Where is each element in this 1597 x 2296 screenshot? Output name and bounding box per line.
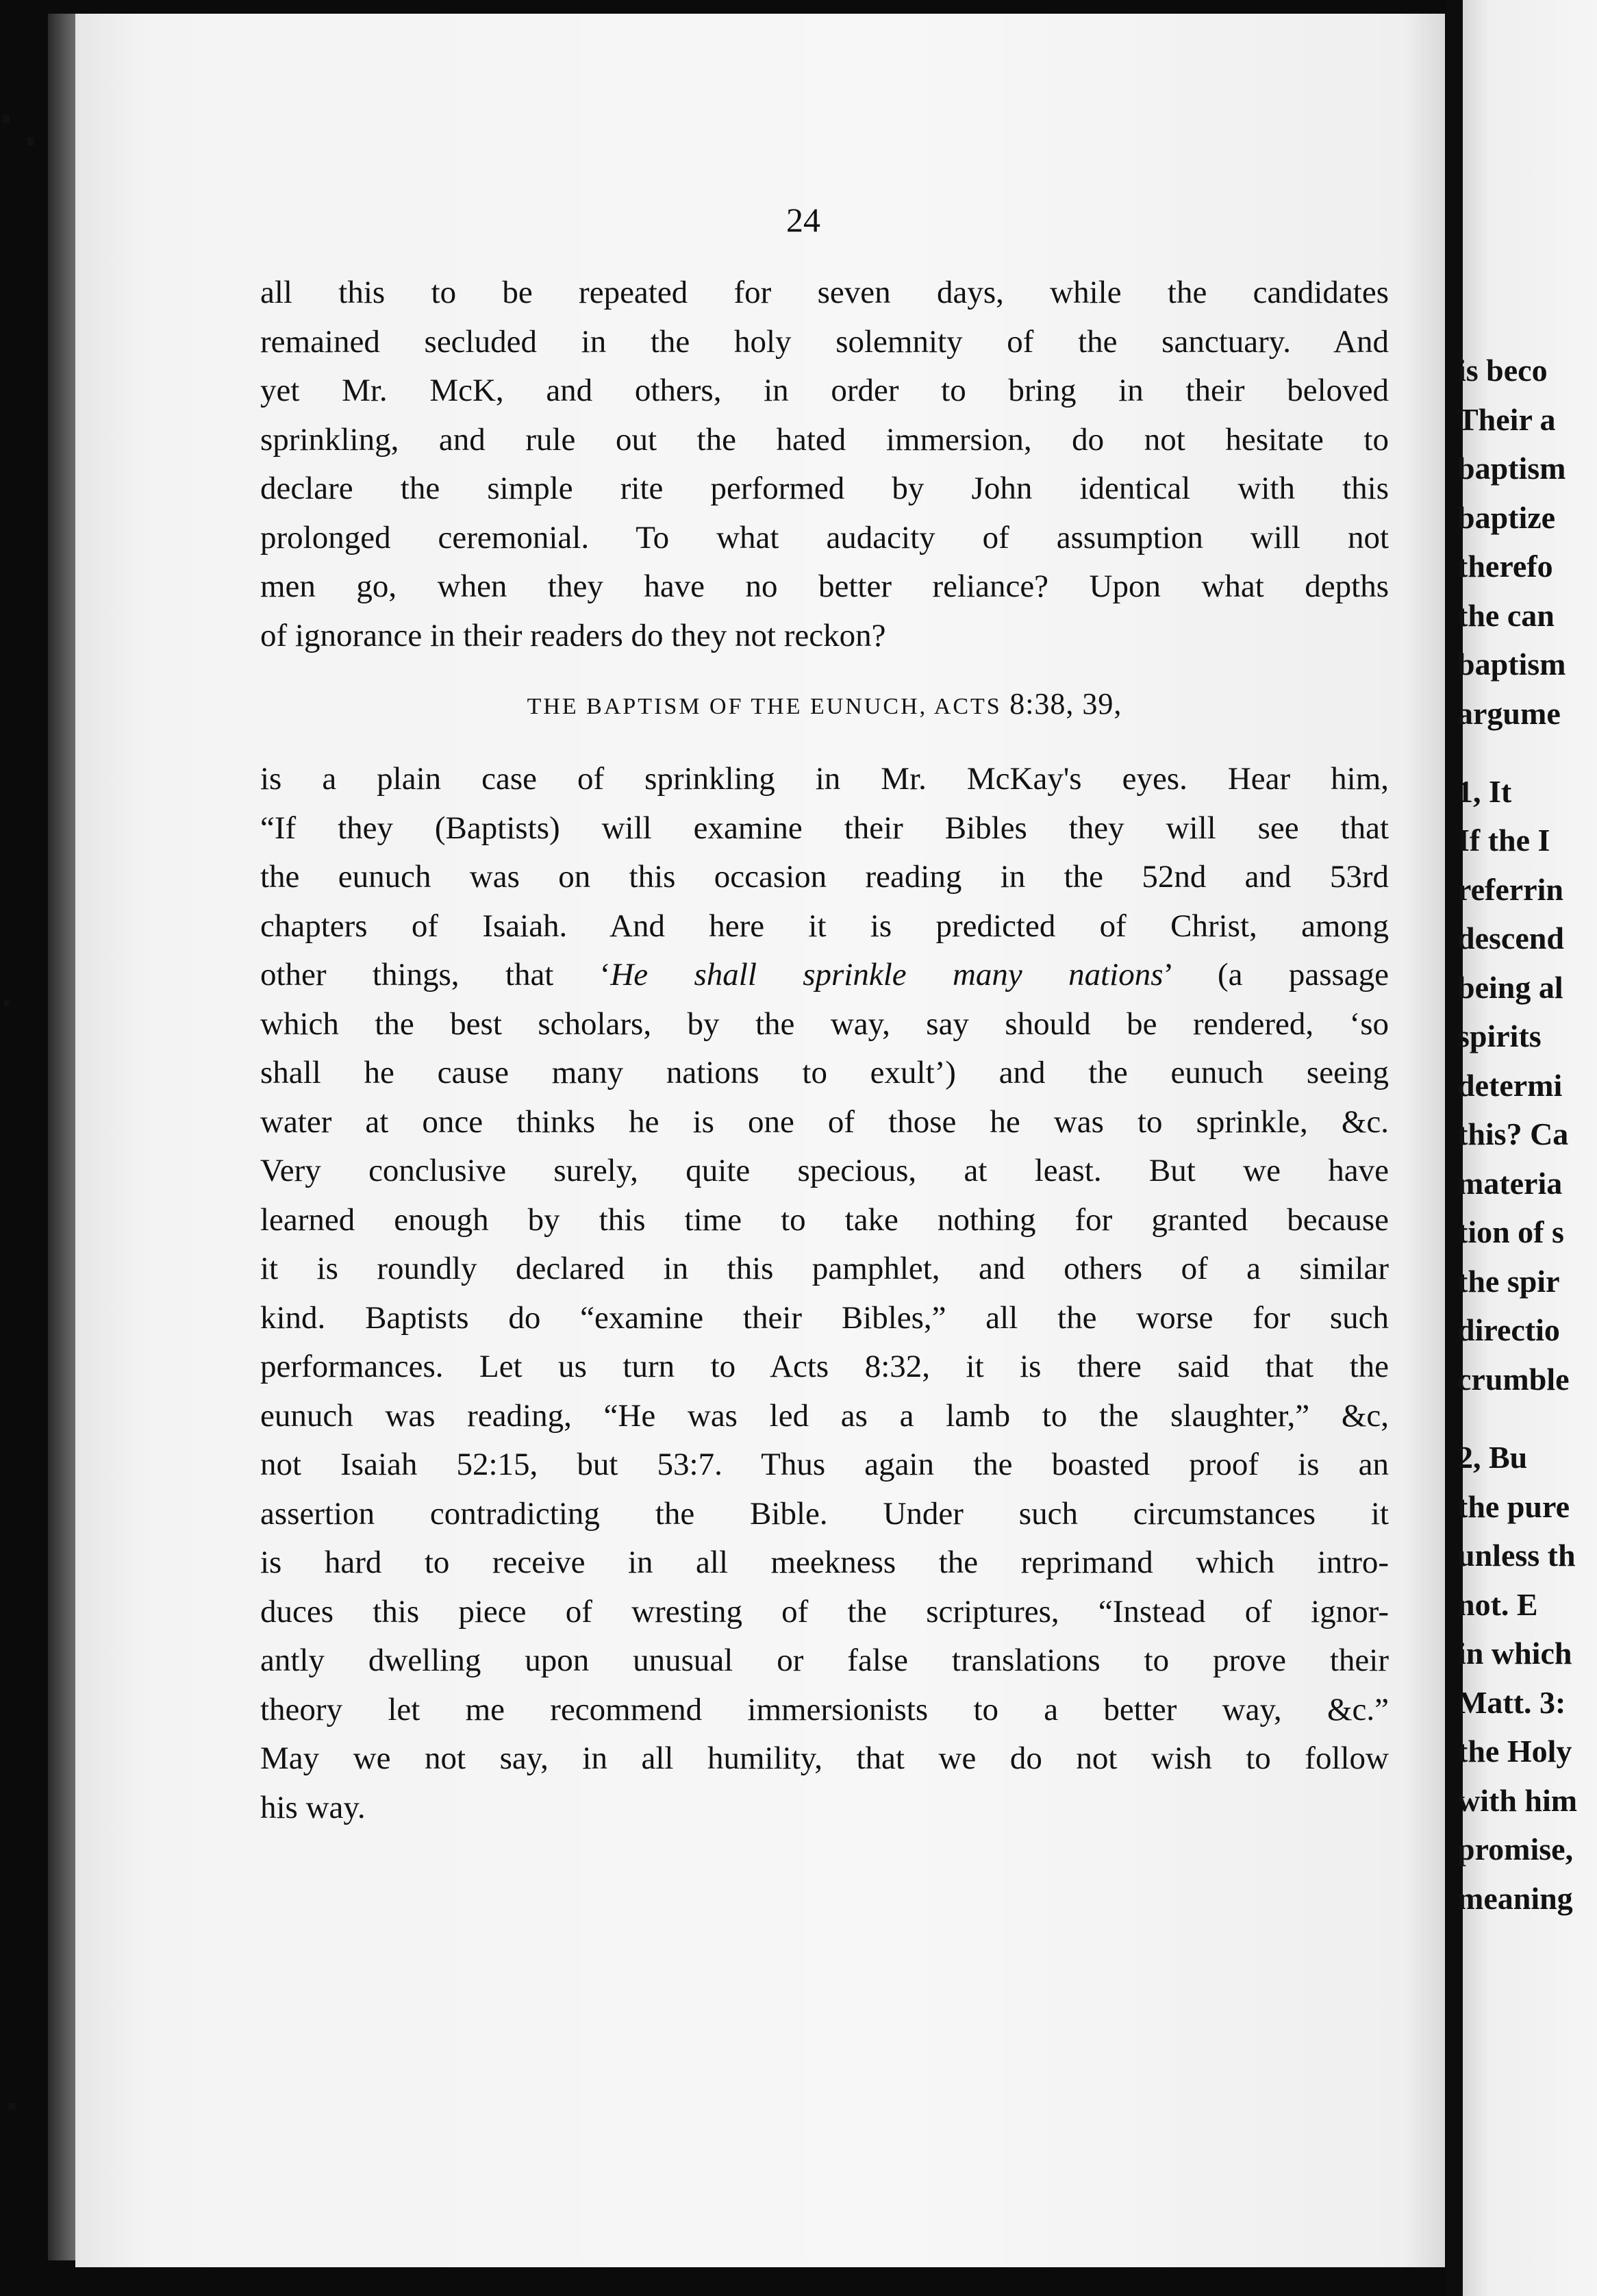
italic-line: other things, that ‘He shall sprinkle many nations’ (a passage <box>260 957 1389 993</box>
right-page-line: tion of s <box>1457 1214 1564 1250</box>
text-line: kind. Baptists do “examine their Bibles,” all the worse for such <box>260 1299 1389 1336</box>
right-page-line: unless th <box>1457 1538 1576 1573</box>
text-line: antly dwelling upon unusual or false translations to prove their <box>260 1643 1389 1678</box>
heading-reference: 8:38, 39, <box>1009 687 1122 721</box>
right-page-line: this? Ca <box>1457 1116 1569 1152</box>
text-line: it is roundly declared in this pamphlet, and others of a similar <box>260 1251 1389 1286</box>
paragraph-1 <box>260 269 1389 660</box>
paragraph-2-continued <box>260 1000 1389 1833</box>
right-page-line: directio <box>1457 1312 1560 1348</box>
right-page-line: 1, It <box>1457 773 1512 809</box>
scan-speck <box>8 2103 15 2110</box>
text-line: duces this piece of wresting of the scriptures, “Instead of ignor- <box>260 1593 1389 1630</box>
right-page-line: with him <box>1457 1782 1578 1818</box>
right-page-line: Their a <box>1457 401 1556 437</box>
right-page-line: referrin <box>1457 871 1563 907</box>
right-page-line: baptize <box>1457 499 1556 535</box>
text-line: eunuch was reading, “He was led as a lamb to the slaughter,” &c, <box>260 1397 1389 1434</box>
text-line: Very conclusive surely, quite specious, at least. But we have <box>260 1153 1389 1188</box>
page-text <box>260 269 1389 1832</box>
text-line: shall he cause many nations to exult’) and the eunuch seeing <box>260 1055 1389 1090</box>
right-page-line: in which <box>1457 1636 1572 1671</box>
paragraph-2 <box>260 755 1389 951</box>
text-line: yet Mr. McK, and others, in order to bring in their beloved <box>260 373 1389 408</box>
section-heading <box>260 684 1389 727</box>
text-line: assertion contradicting the Bible. Under such circumstances it <box>260 1495 1389 1532</box>
text-line: water at once thinks he is one of those he was to sprinkle, &c. <box>260 1103 1389 1140</box>
text-line: remained secluded in the holy solemnity of the sanctuary. And <box>260 323 1389 360</box>
scan-speck <box>27 137 34 145</box>
text-line: prolonged ceremonial. To what audacity of assumption will not <box>260 519 1389 556</box>
quoted-scripture: He shall sprinkle many nations <box>610 957 1164 993</box>
text-line: all this to be repeated for seven days, while the candidates <box>260 275 1389 310</box>
page-number: 24 <box>786 201 820 239</box>
right-page-line: argume <box>1457 695 1561 731</box>
right-page-line: meaning <box>1457 1880 1573 1916</box>
text-line: May we not say, in all humility, that we do not wish to follow <box>260 1740 1389 1776</box>
right-page-line: the Holy <box>1457 1734 1572 1769</box>
right-page-line: therefo <box>1457 549 1553 584</box>
text-line: “If they (Baptists) will examine their Bibles they will see that <box>260 810 1389 846</box>
heading-text: THE BAPTISM OF THE EUNUCH, ACTS <box>527 694 1002 719</box>
right-page-line: materia <box>1457 1165 1563 1201</box>
text-line: which the best scholars, by the way, say should be rendered, ‘so <box>260 1006 1389 1042</box>
right-page-line: promise, <box>1457 1832 1574 1867</box>
text-line: the eunuch was on this occasion reading in the 52nd and 53rd <box>260 859 1389 895</box>
text-line: his way. <box>260 1789 366 1825</box>
text-line: theory let me recommend immersionists to a better way, &c.” <box>260 1691 1389 1727</box>
right-page-line: crumble <box>1457 1361 1570 1397</box>
text-line: sprinkling, and rule out the hated immersion, do not hesitate to <box>260 421 1389 458</box>
right-page-line: 2, Bu <box>1457 1440 1528 1475</box>
right-page-line: the can <box>1457 597 1555 633</box>
text-line: is a plain case of sprinkling in Mr. McKay's eyes. Hear him, <box>260 761 1389 797</box>
text-line: of ignorance in their readers do they not reckon? <box>260 617 886 653</box>
scan-speck <box>3 115 10 123</box>
scan-speck <box>4 1000 10 1006</box>
text-line: declare the simple rite performed by John identical with this <box>260 471 1389 506</box>
right-page-line: baptism <box>1457 647 1566 682</box>
text-line: men go, when they have no better reliance? Upon what depths <box>260 569 1389 604</box>
text-line: not Isaiah 52:15, but 53:7. Thus again the boasted proof is an <box>260 1447 1389 1482</box>
right-page-line: descend <box>1457 921 1564 956</box>
right-page-line: not. E <box>1457 1586 1538 1622</box>
right-page-line: spirits <box>1457 1019 1542 1054</box>
right-page-line: Matt. 3: <box>1457 1684 1566 1720</box>
right-page-line: the spir <box>1457 1263 1560 1299</box>
right-page-line: If the I <box>1457 823 1550 858</box>
right-page-line: determi <box>1457 1067 1563 1103</box>
right-page-line: being al <box>1457 969 1563 1005</box>
right-page-line: baptism <box>1457 451 1566 486</box>
right-page-line: the pure <box>1457 1488 1570 1524</box>
text-line: is hard to receive in all meekness the reprimand which intro- <box>260 1545 1389 1580</box>
right-page-line: is beco <box>1457 353 1548 388</box>
text-line: learned enough by this time to take nothing for granted because <box>260 1201 1389 1238</box>
text-line: performances. Let us turn to Acts 8:32, it is there said that the <box>260 1349 1389 1384</box>
text-line: chapters of Isaiah. And here it is predicted of Christ, among <box>260 908 1389 944</box>
